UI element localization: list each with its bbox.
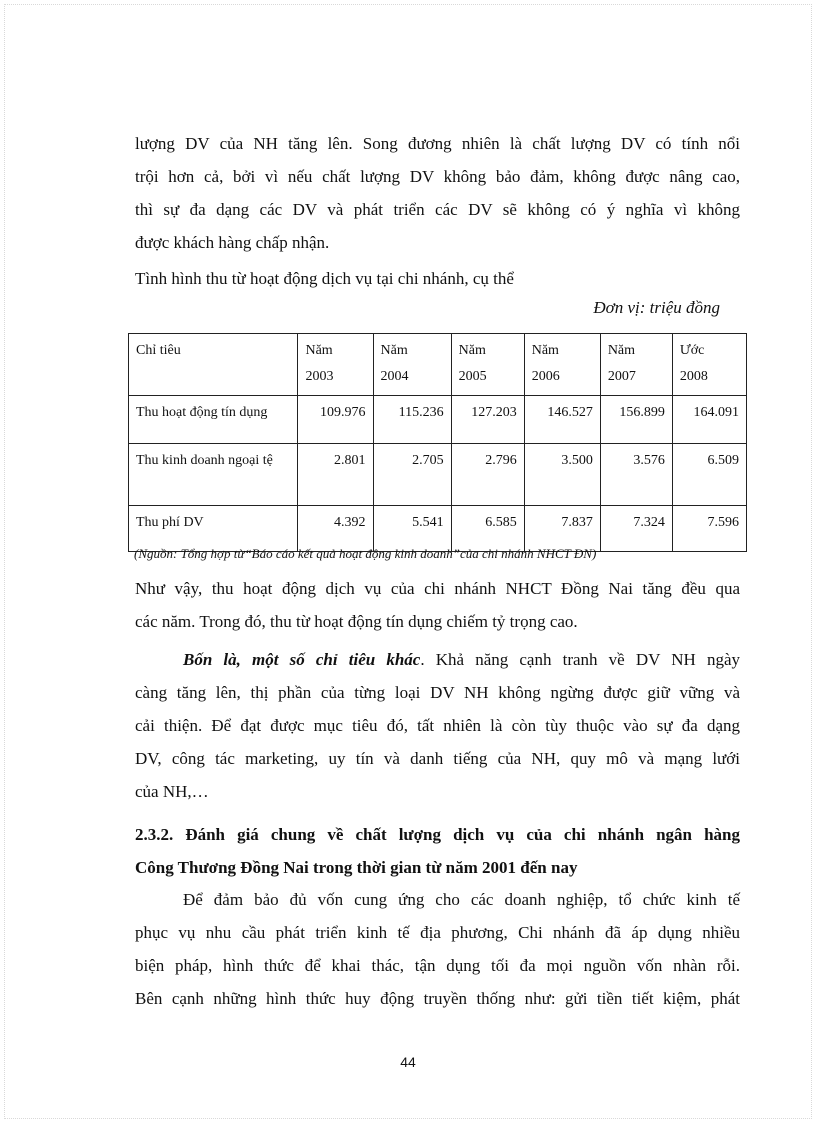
table-cell: 156.899 — [600, 396, 672, 444]
row-label: Thu kinh doanh ngoại tệ — [129, 444, 298, 506]
intro-text: Tình hình thu từ hoạt động dịch vụ tại chi nhánh, cụ thể — [135, 269, 514, 288]
intro-line — [135, 262, 740, 295]
heading-line: 2.3.2. Đánh giá chung về chất lượng dịch vụ của chi nhánh ngân hàng — [135, 825, 740, 844]
row-label: Thu hoạt động tín dụng — [129, 396, 298, 444]
header-text: Năm — [531, 343, 559, 358]
top-paragraph — [135, 127, 740, 259]
section-heading — [135, 818, 740, 884]
table-cell: 6.585 — [451, 506, 524, 552]
table-cell: 146.527 — [524, 396, 600, 444]
header-year: 2005 — [458, 369, 487, 384]
fourth-point-paragraph — [135, 643, 740, 808]
fourth-point-text: . Khả năng cạnh tranh về DV NH ngày — [420, 650, 740, 669]
header-year: 2007 — [607, 369, 636, 384]
table-header-row — [129, 334, 747, 396]
text-line: phục vụ nhu cầu phát triển kinh tế địa phương, Chi nhánh đã áp dụng nhiều — [135, 923, 740, 942]
header-cell — [451, 334, 524, 396]
text-line: của NH,… — [135, 782, 209, 801]
table-cell: 3.576 — [600, 444, 672, 506]
page-number: 44 — [400, 1054, 416, 1070]
header-year: 2006 — [531, 369, 560, 384]
text-line: thì sự đa dạng các DV và phát triển các DV sẽ không có ý nghĩa vì không — [135, 200, 740, 219]
text-line: các năm. Trong đó, thu từ hoạt động tín dụng chiếm tỷ trọng cao. — [135, 612, 578, 631]
summary-paragraph — [135, 572, 740, 638]
text-line: Bên cạnh những hình thức huy động truyền thống như: gửi tiền tiết kiệm, phát — [135, 989, 740, 1008]
header-text: Năm — [380, 343, 408, 358]
table-cell: 7.837 — [524, 506, 600, 552]
header-year: 2003 — [305, 369, 334, 384]
header-text: Năm — [458, 343, 486, 358]
text-line: cải thiện. Để đạt được mục tiêu đó, tất nhiên là còn tùy thuộc vào sự đa dạng — [135, 716, 740, 735]
table-cell: 164.091 — [672, 396, 746, 444]
table-cell: 6.509 — [672, 444, 746, 506]
table-cell: 4.392 — [298, 506, 373, 552]
text-line — [135, 643, 740, 676]
header-cell — [524, 334, 600, 396]
text-line: được khách hàng chấp nhận. — [135, 233, 330, 252]
table-cell: 2.796 — [451, 444, 524, 506]
table-row — [129, 396, 747, 444]
header-cell — [129, 334, 298, 396]
text-line: Để đảm bảo đủ vốn cung ứng cho các doanh nghiệp, tổ chức kinh tế — [183, 890, 740, 909]
header-text: Chỉ tiêu — [136, 343, 181, 358]
fourth-point-lead: Bốn là, một số chỉ tiêu khác — [183, 650, 421, 669]
table-cell: 2.801 — [298, 444, 373, 506]
unit-note: Đơn vị: triệu đồng — [593, 298, 720, 317]
text-line: càng tăng lên, thị phần của từng loại DV NH không ngừng được giữ vững và — [135, 683, 740, 702]
header-text: Năm — [607, 343, 636, 358]
service-revenue-table — [128, 333, 747, 552]
header-cell — [298, 334, 373, 396]
table-cell: 3.500 — [524, 444, 600, 506]
table-cell: 127.203 — [451, 396, 524, 444]
header-cell — [373, 334, 451, 396]
header-text: Năm — [305, 343, 333, 358]
row-label: Thu phí DV — [129, 506, 298, 552]
text-line: DV, công tác marketing, uy tín và danh tiếng của NH, quy mô và mạng lưới — [135, 749, 740, 768]
header-cell — [600, 334, 672, 396]
table-cell: 7.596 — [672, 506, 746, 552]
text-line: biện pháp, hình thức để khai thác, tận dụng tối đa mọi nguồn vốn nhàn rỗi. — [135, 956, 740, 975]
source-note: (Nguồn: Tổng hợp từ“Báo cáo kết quả hoạt động kinh doanh”của chi nhánh NHCT ĐN) — [134, 546, 597, 561]
header-text: Ước — [679, 343, 705, 358]
header-year: 2008 — [679, 369, 708, 384]
table-cell: 5.541 — [373, 506, 451, 552]
header-cell — [672, 334, 746, 396]
table-cell: 7.324 — [600, 506, 672, 552]
text-line: lượng DV của NH tăng lên. Song đương nhiên là chất lượng DV có tính nổi — [135, 134, 740, 153]
table-cell: 2.705 — [373, 444, 451, 506]
section-paragraph — [135, 883, 740, 1015]
text-line: Như vậy, thu hoạt động dịch vụ của chi nhánh NHCT Đồng Nai tăng đều qua — [135, 579, 740, 598]
table-row — [129, 506, 747, 552]
header-year: 2004 — [380, 369, 409, 384]
table-cell: 109.976 — [298, 396, 373, 444]
table-row — [129, 444, 747, 506]
text-line: trội hơn cả, bởi vì nếu chất lượng DV không bảo đảm, không được nâng cao, — [135, 167, 740, 186]
heading-line: Công Thương Đồng Nai trong thời gian từ năm 2001 đến nay — [135, 858, 578, 877]
table-cell: 115.236 — [373, 396, 451, 444]
